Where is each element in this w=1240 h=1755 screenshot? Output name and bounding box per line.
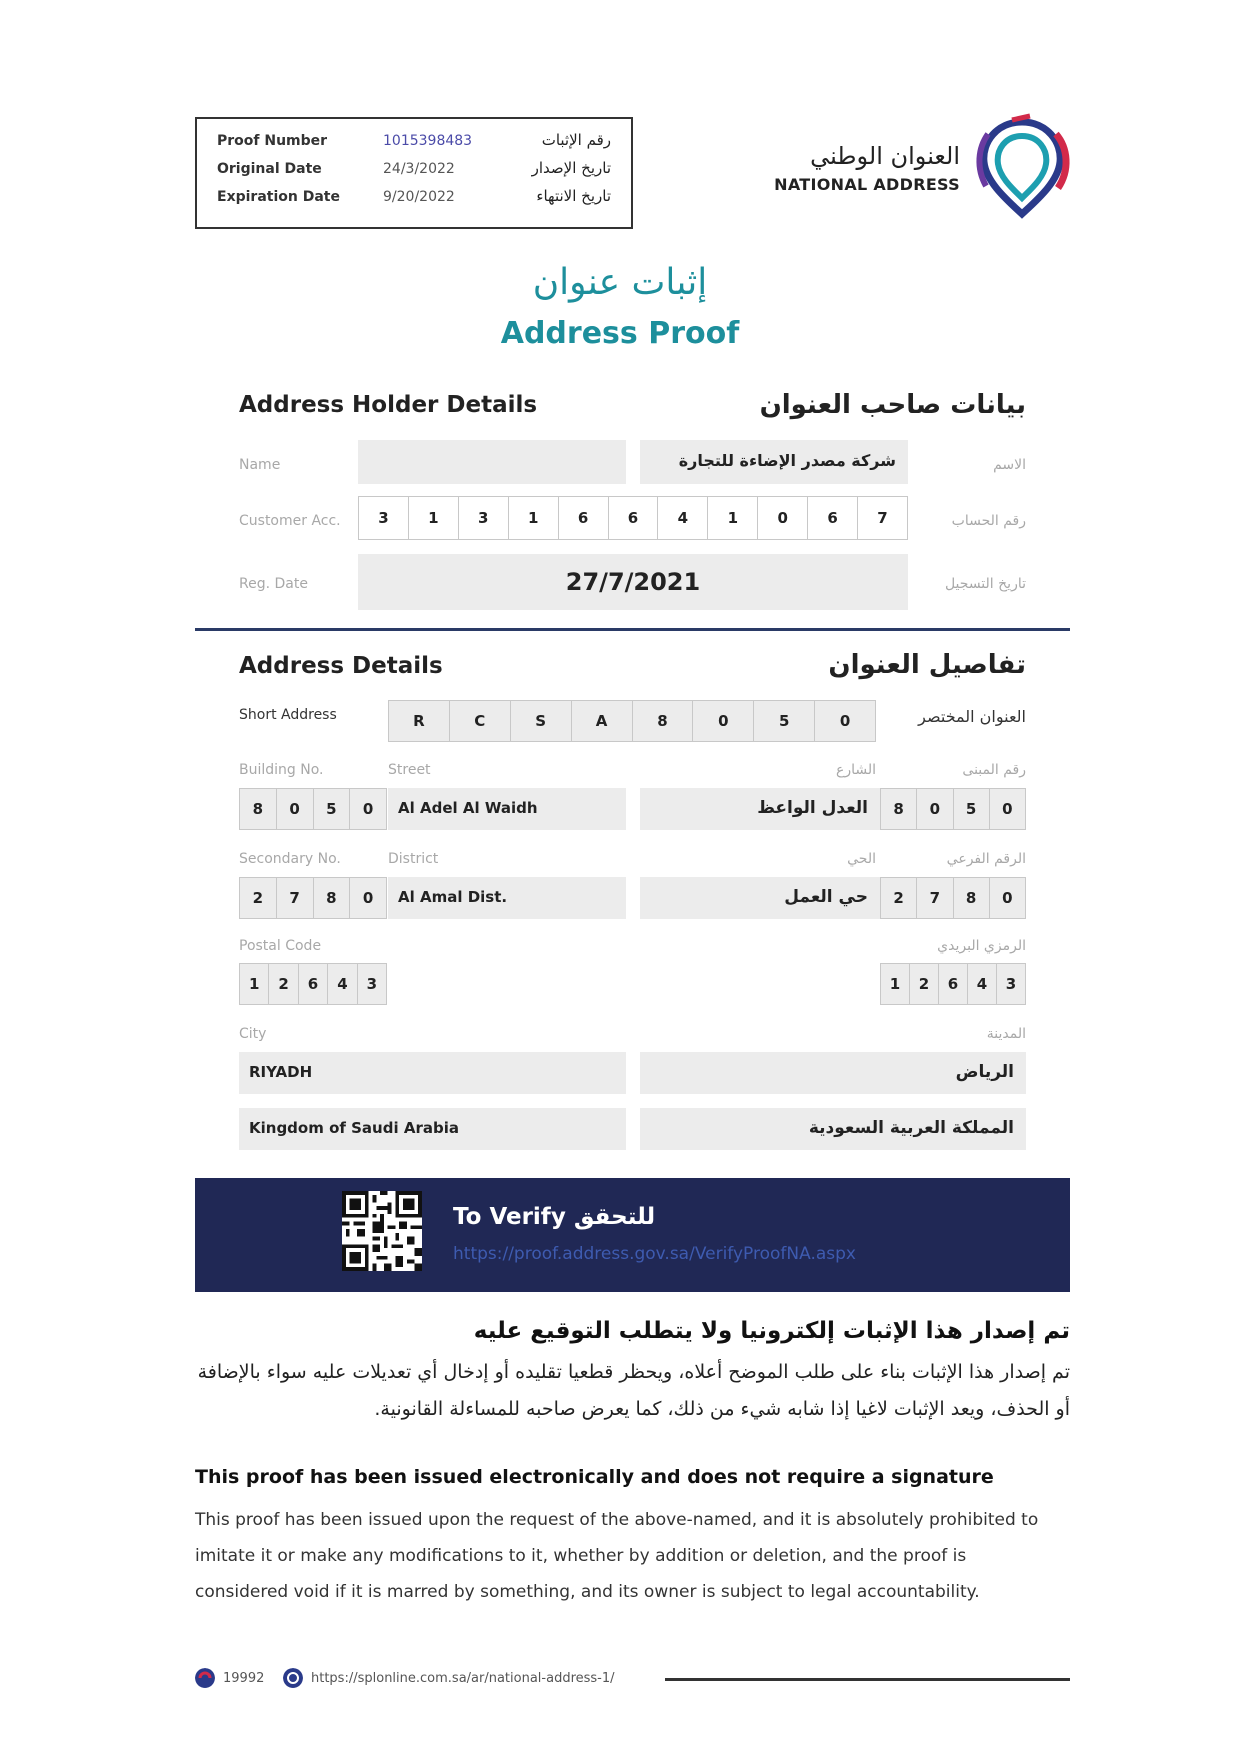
customer-acc-digit-cell: 6 — [609, 497, 659, 539]
postal-digit-ar-cell: 1 — [881, 964, 910, 1004]
national-address-logo-icon — [972, 112, 1072, 222]
postal-digit-ar-cell: 4 — [968, 964, 997, 1004]
street-field-ar — [640, 788, 880, 830]
city-value-ar: الرياض — [955, 1062, 1014, 1082]
building-digit-cell: 0 — [277, 789, 314, 829]
city-value-en: RIYADH — [249, 1063, 313, 1081]
notice-body-en: This proof has been issued upon the request of the above-named, and it is absolutely prohibited to imitate it or make any modifications to it, whether by addition or deletion, and the proof is considered void if it is marred by something, and its owner is subject to legal accountability. — [195, 1510, 1039, 1602]
postal-digit-cell: 6 — [299, 964, 328, 1004]
section-divider — [195, 628, 1070, 631]
customer-acc-digit-cell: 7 — [877, 509, 888, 527]
secondary-digit-cell: 2 — [240, 878, 277, 918]
postal-digits-en — [239, 963, 387, 1005]
phone-icon — [195, 1668, 215, 1688]
expiration-date-label: Expiration Date — [217, 189, 340, 205]
postal-digits-ar — [880, 963, 1026, 1005]
customer-acc-digits — [358, 496, 908, 540]
postal-digit-cell: 3 — [366, 975, 378, 993]
web-icon — [283, 1668, 303, 1688]
original-date-label: Original Date — [217, 161, 322, 177]
city-field-ar — [640, 1052, 1026, 1094]
holder-section-title-ar: بيانات صاحب العنوان — [759, 390, 1026, 420]
name-label: Name — [239, 457, 281, 473]
title-ar: إثبات عنوان — [532, 262, 708, 303]
original-date-value: 24/3/2022 — [383, 161, 455, 177]
notice-body-ar: تم إصدار هذا الإثبات بناء على طلب الموضح أعلاه، ويحظر قطعيا تقليده أو إدخال أي تعديلات عليه سواء بالإضافة أو الحذف، ويعد الإثبات لاغيا إذا شابه شيء من ذلك، كما يعرض صاحبه للمساءلة القانونية. — [197, 1361, 1070, 1420]
name-label-ar: الاسم — [993, 457, 1026, 473]
proof-number-label-ar: رقم الإثبات — [541, 131, 611, 149]
country-field-ar — [640, 1108, 1026, 1150]
customer-acc-label: Customer Acc. — [239, 513, 341, 529]
secondary-label: Secondary No. — [239, 851, 341, 867]
reg-date-label: Reg. Date — [239, 576, 308, 592]
building-digit-cell: 8 — [240, 789, 277, 829]
reg-date-field — [358, 554, 908, 610]
customer-acc-digit-cell: 6 — [808, 497, 858, 539]
secondary-label-ar: الرقم الفرعي — [946, 851, 1026, 867]
short-address-char-cell: C — [450, 701, 511, 741]
city-field-en — [239, 1052, 626, 1094]
building-digit-cell: 5 — [314, 789, 351, 829]
street-value-en: Al Adel Al Waidh — [398, 799, 538, 817]
country-field-en — [239, 1108, 626, 1150]
district-value-en: Al Amal Dist. — [398, 888, 508, 906]
short-address-char-cell: 5 — [754, 701, 815, 741]
logo-text-ar: العنوان الوطني — [810, 142, 960, 170]
building-digit-ar-cell: 8 — [881, 789, 917, 829]
country-value-en: Kingdom of Saudi Arabia — [249, 1119, 459, 1137]
footer-url[interactable]: https://splonline.com.sa/ar/national-address-1/ — [311, 1671, 615, 1686]
proof-number-value: 1015398483 — [383, 133, 473, 149]
building-digit-ar-cell: 5 — [954, 789, 990, 829]
secondary-digit-ar-cell: 2 — [881, 878, 917, 918]
footer — [195, 1668, 1070, 1694]
short-address-char-cell: 0 — [693, 701, 754, 741]
secondary-digit-cell: 8 — [314, 878, 351, 918]
secondary-digit-cell: 0 — [362, 889, 374, 907]
original-date-row — [197, 155, 631, 183]
district-field-en — [388, 877, 626, 919]
verify-banner — [195, 1178, 1070, 1292]
name-value-ar: شركة مصدر الإضاءة للتجارة — [678, 451, 896, 470]
logo-text-en: NATIONAL ADDRESS — [774, 175, 960, 194]
district-value-ar: حي العمل — [784, 887, 868, 907]
customer-acc-digit-cell: 3 — [459, 497, 509, 539]
short-address-chars — [388, 700, 876, 742]
postal-digit-cell: 4 — [328, 964, 357, 1004]
district-field-ar — [640, 877, 880, 919]
country-value-ar: المملكة العربية السعودية — [808, 1118, 1014, 1138]
secondary-digits-en — [239, 877, 387, 919]
secondary-digit-ar-cell: 8 — [954, 878, 990, 918]
street-label-ar: الشارع — [835, 762, 876, 778]
building-digits-en — [239, 788, 387, 830]
notice-title-ar: تم إصدار هذا الإثبات إلكترونيا ولا يتطلب التوقيع عليه — [473, 1318, 1070, 1344]
secondary-digit-ar-cell: 7 — [917, 878, 953, 918]
secondary-digit-ar-cell: 0 — [1002, 889, 1013, 907]
postal-label: Postal Code — [239, 938, 322, 954]
title-en: Address Proof — [500, 316, 740, 351]
expiration-date-value: 9/20/2022 — [383, 189, 455, 205]
proof-info-box — [195, 117, 633, 229]
address-section-title: Address Details — [239, 653, 443, 679]
customer-acc-label-ar: رقم الحساب — [951, 513, 1026, 529]
street-label: Street — [388, 762, 431, 778]
postal-digit-ar-cell: 3 — [1005, 975, 1017, 993]
city-label-ar: المدينة — [986, 1026, 1026, 1042]
postal-digit-cell: 2 — [269, 964, 298, 1004]
postal-digit-ar-cell: 6 — [939, 964, 968, 1004]
original-date-label-ar: تاريخ الإصدار — [531, 159, 611, 177]
name-field-en — [358, 440, 626, 484]
customer-acc-digit-cell: 6 — [559, 497, 609, 539]
short-address-char-cell: 8 — [633, 701, 694, 741]
secondary-digits-ar — [880, 877, 1026, 919]
customer-acc-digit-cell: 1 — [708, 497, 758, 539]
building-digits-ar — [880, 788, 1026, 830]
expiration-date-label-ar: تاريخ الانتهاء — [536, 187, 611, 205]
proof-number-row — [197, 127, 631, 155]
name-field-ar — [640, 440, 908, 484]
short-address-char-cell: A — [572, 701, 633, 741]
street-field-en — [388, 788, 626, 830]
short-address-label: Short Address — [239, 707, 337, 723]
building-label: Building No. — [239, 762, 324, 778]
building-digit-ar-cell: 0 — [1002, 800, 1013, 818]
customer-acc-digit-cell: 4 — [658, 497, 708, 539]
short-address-char-cell: 0 — [839, 712, 851, 730]
postal-label-ar: الرمزي البريدي — [937, 938, 1026, 954]
customer-acc-digit-cell: 1 — [409, 497, 459, 539]
postal-digit-cell: 1 — [240, 964, 269, 1004]
reg-date-value: 27/7/2021 — [565, 568, 701, 596]
proof-number-label: Proof Number — [217, 133, 328, 149]
short-address-char-cell: R — [389, 701, 450, 741]
address-section-title-ar: تفاصيل العنوان — [828, 650, 1026, 680]
customer-acc-digit-cell: 0 — [758, 497, 808, 539]
customer-acc-digit-cell: 1 — [509, 497, 559, 539]
short-address-char-cell: S — [511, 701, 572, 741]
district-label: District — [388, 851, 439, 867]
building-digit-cell: 0 — [362, 800, 374, 818]
reg-date-label-ar: تاريخ التسجيل — [944, 576, 1026, 592]
expiration-date-row — [197, 183, 631, 211]
qr-code-icon[interactable] — [342, 1191, 422, 1271]
footer-phone: 19992 — [223, 1671, 265, 1686]
city-label: City — [239, 1026, 267, 1042]
customer-acc-digit-cell: 3 — [359, 497, 409, 539]
holder-section-title: Address Holder Details — [239, 392, 538, 418]
footer-line — [665, 1678, 1070, 1681]
building-label-ar: رقم المبنى — [962, 762, 1026, 778]
district-label-ar: الحي — [847, 851, 876, 867]
verify-title: To Verify للتحقق — [453, 1204, 656, 1230]
short-address-label-ar: العنوان المختصر — [918, 707, 1026, 726]
building-digit-ar-cell: 0 — [917, 789, 953, 829]
postal-digit-ar-cell: 2 — [910, 964, 939, 1004]
notice-title-en: This proof has been issued electronically and does not require a signature — [195, 1466, 994, 1488]
secondary-digit-cell: 7 — [277, 878, 314, 918]
verify-link[interactable]: https://proof.address.gov.sa/VerifyProofNA.aspx — [453, 1244, 856, 1264]
street-value-ar: العدل الواعظ — [757, 798, 868, 818]
